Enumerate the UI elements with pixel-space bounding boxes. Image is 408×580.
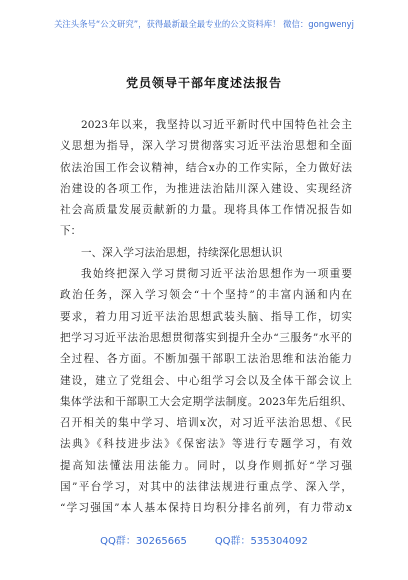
document-body [60, 115, 352, 520]
document-title: 党员领导干部年度述法报告 [125, 76, 282, 90]
qq-group-2: QQ群：535304092 [214, 536, 308, 547]
paragraph-line: 义思想为指导，深入学习贯彻落实习近平法治思想和全面 [60, 140, 352, 153]
paragraph-line: 政治任务，深入学习领会“十个坚持”的丰富内涵和内在 [60, 289, 352, 302]
promo-banner: 关注头条号“公文研究”，获得最新最全最专业的公文资料库！ 微信：gongwenyj [54, 19, 354, 29]
paragraph-line: 建设，建立了党组会、中心组学习会以及全体干部会议上 [60, 374, 352, 387]
paragraph-line: 集体学法和干部职工大会定期学法制度。2023年先后组织、 [60, 395, 352, 408]
paragraph-line: 治建设的各项工作，为推进法治陆川深入建设、实现经济 [60, 182, 352, 195]
paragraph-line: 全过程、各方面。不断加强干部职工法治思维和法治能力 [60, 353, 352, 366]
paragraph-line: 提高知法懂法用法能力。同时，以身作则抓好“学习强 [60, 459, 352, 472]
section-heading: 一、深入学习法治思想，持续深化思想认识 [81, 246, 283, 259]
footer-contact [0, 532, 408, 547]
qq-group-1: QQ群：30265665 [100, 536, 187, 547]
paragraph-line: 社会高质量发展贡献新的力量。现将具体工作情况报告如 [60, 204, 352, 217]
paragraph-line: 国”平台学习，对其中的法律法规进行重点学、深入学， [60, 481, 352, 494]
paragraph-line: 下： [60, 225, 82, 238]
paragraph-line: 我始终把深入学习贯彻习近平法治思想作为一项重要 [81, 268, 352, 281]
paragraph-line: 依法治国工作会议精神，结合x办的工作实际，全力做好法 [60, 161, 352, 174]
paragraph-line: 要求，着力用习近平法治思想武装头脑、指导工作，切实 [60, 310, 352, 323]
paragraph-line: 法典》《科技进步法》《保密法》等进行专题学习，有效 [60, 438, 352, 451]
paragraph-line: 2023年以来，我坚持以习近平新时代中国特色社会主 [81, 119, 352, 131]
paragraph-line: 召开相关的集中学习、培训x次，对习近平法治思想、《民 [60, 417, 352, 430]
paragraph-line: “学习强国”本人基本保持日均积分排名前列，有力带动x [60, 502, 352, 515]
paragraph-line: 把学习习近平法治思想贯彻落实到提升全办“三服务”水平的 [60, 331, 352, 344]
